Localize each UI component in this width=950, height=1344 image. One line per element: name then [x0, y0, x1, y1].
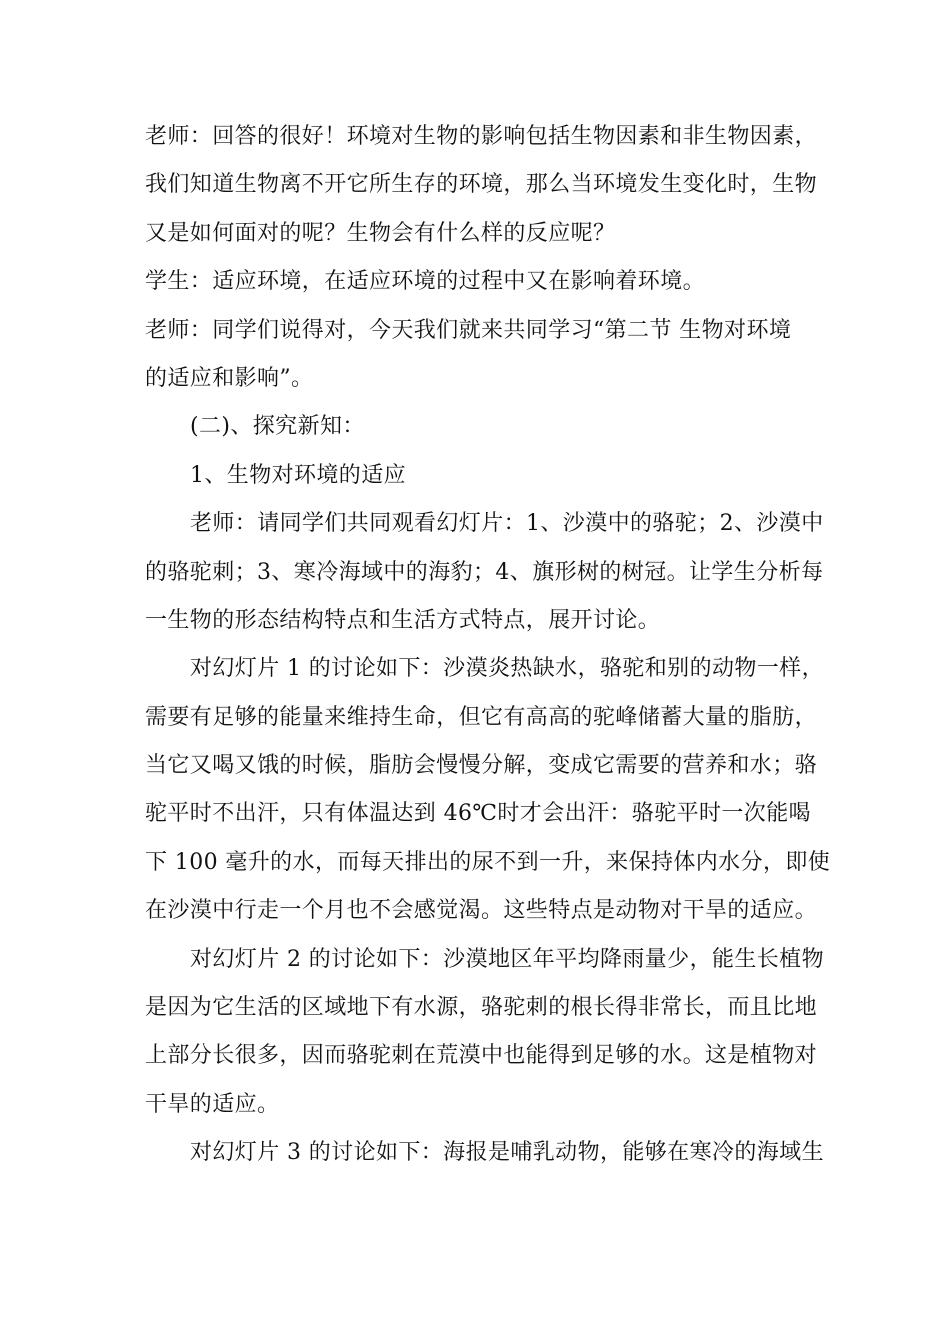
dialogue-line-continued: 又是如何面对的呢？生物会有什么样的反应呢？: [145, 220, 616, 246]
paragraph-line: 老师：请同学们共同观看幻灯片：1、沙漠中的骆驼；2、沙漠中: [190, 511, 824, 537]
paragraph-line: 需要有足够的能量来维持生命，但它有高高的驼峰储蓄大量的脂肪，: [145, 704, 818, 730]
paragraph-line: 下 100 毫升的水，而每天排出的尿不到一升，来保持体内水分，即使: [145, 849, 831, 875]
dialogue-line-continued: 我们知道生物离不开它所生存的环境，那么当环境发生变化时，生物: [145, 172, 818, 198]
paragraph-line: 当它又喝又饿的时候，脂肪会慢慢分解，变成它需要的营养和水；骆: [145, 753, 818, 779]
paragraph-line: 的骆驼刺；3、寒冷海域中的海豹；4、旗形树的树冠。让学生分析每: [145, 559, 824, 585]
paragraph-line: 对幻灯片 1 的讨论如下：沙漠炎热缺水，骆驼和别的动物一样，: [190, 656, 824, 682]
paragraph-line: 驼平时不出汗，只有体温达到 46℃时才会出汗：骆驼平时一次能喝: [145, 801, 811, 827]
paragraph-line: 是因为它生活的区域地下有水源，骆驼刺的根长得非常长，而且比地: [145, 995, 818, 1021]
dialogue-line-teacher: 老师：回答的很好！环境对生物的影响包括生物因素和非生物因素，: [145, 124, 818, 149]
document-body: [145, 113, 831, 1178]
subsection-heading: 1、生物对环境的适应: [190, 462, 406, 488]
dialogue-line-teacher: 老师：同学们说得对，今天我们就来共同学习“第二节 生物对环境: [145, 317, 792, 343]
section-heading: (二)、探究新知：: [190, 414, 365, 440]
paragraph-line: 对幻灯片 2 的讨论如下：沙漠地区年平均降雨量少，能生长植物: [190, 946, 824, 972]
paragraph-line: 一生物的形态结构特点和生活方式特点，展开讨论。: [145, 607, 661, 633]
paragraph-line: 上部分长很多，因而骆驼刺在荒漠中也能得到足够的水。这是植物对: [145, 1043, 818, 1069]
dialogue-line-student: 学生：适应环境，在适应环境的过程中又在影响着环境。: [145, 269, 706, 295]
paragraph-line: 在沙漠中行走一个月也不会感觉渴。这些特点是动物对干旱的适应。: [145, 898, 818, 924]
paragraph-line: 对幻灯片 3 的讨论如下：海报是哺乳动物，能够在寒冷的海域生: [190, 1140, 824, 1166]
paragraph-line: 干旱的适应。: [145, 1091, 280, 1117]
dialogue-line-continued: 的适应和影响”。: [145, 365, 314, 391]
